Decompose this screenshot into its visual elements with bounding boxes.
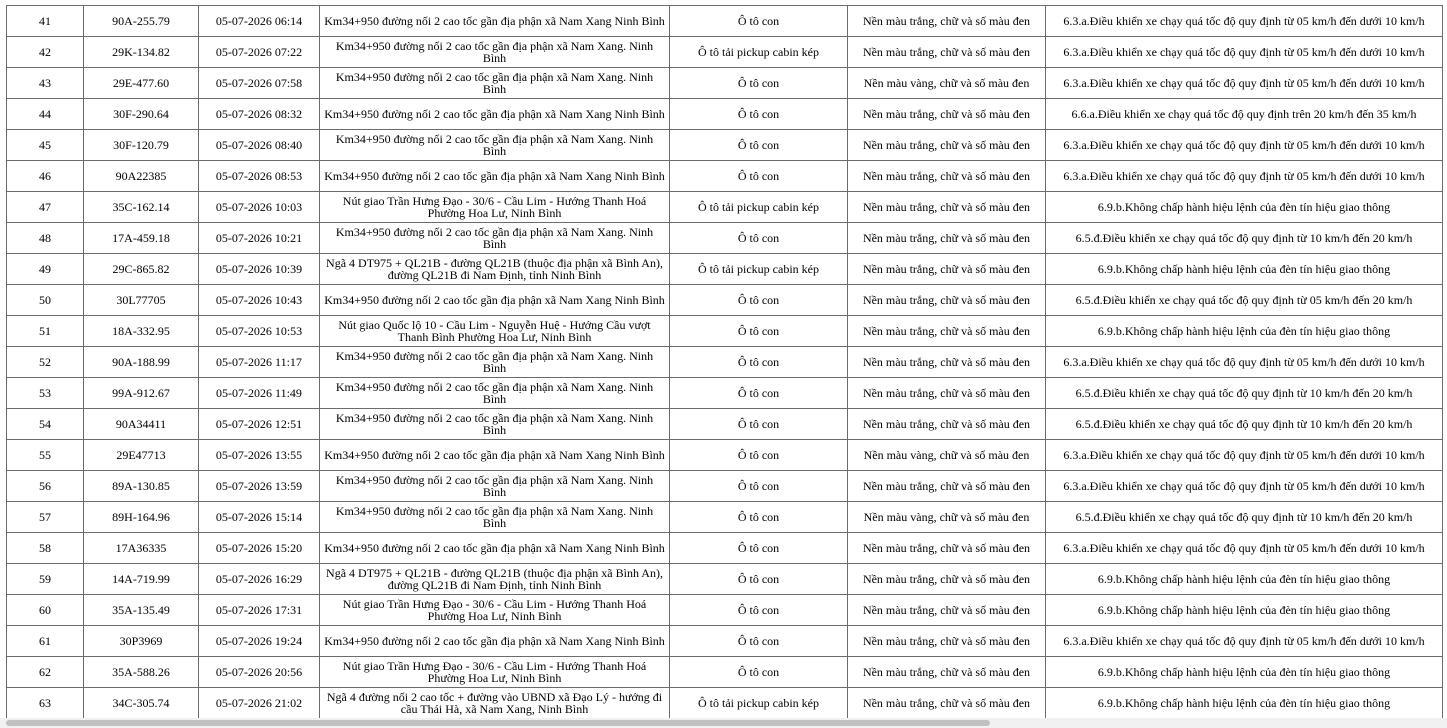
row-number-cell: 56	[7, 471, 84, 502]
violation-time-cell: 05-07-2026 11:17	[199, 347, 320, 378]
vehicle-type-cell: Ô tô con	[670, 378, 848, 409]
location-cell: Nút giao Trần Hưng Đạo - 30/6 - Cầu Lim - Hướng Thanh Hoá Phường Hoa Lư, Ninh Bình	[320, 657, 670, 688]
location-cell: Km34+950 đường nối 2 cao tốc gần địa phận xã Nam Xang. Ninh Bình	[320, 68, 670, 99]
row-number-cell: 54	[7, 409, 84, 440]
location-cell: Km34+950 đường nối 2 cao tốc gần địa phận xã Nam Xang. Ninh Bình	[320, 409, 670, 440]
violation-time-cell: 05-07-2026 15:20	[199, 533, 320, 564]
violation-time-cell: 05-07-2026 11:49	[199, 378, 320, 409]
location-cell: Nút giao Trần Hưng Đạo - 30/6 - Cầu Lim - Hướng Thanh Hoá Phường Hoa Lư, Ninh Bình	[320, 595, 670, 626]
violation-description-cell: 6.3.a.Điều khiển xe chạy quá tốc độ quy định từ 05 km/h đến dưới 10 km/h	[1046, 347, 1443, 378]
location-cell: Km34+950 đường nối 2 cao tốc gần địa phận xã Nam Xang Ninh Bình	[320, 285, 670, 316]
table-row	[7, 657, 1443, 688]
violation-description-cell: 6.9.b.Không chấp hành hiệu lệnh của đèn tín hiệu giao thông	[1046, 192, 1443, 223]
violations-table-body	[7, 6, 1443, 719]
horizontal-scrollbar[interactable]	[0, 718, 1447, 728]
location-cell: Km34+950 đường nối 2 cao tốc gần địa phận xã Nam Xang. Ninh Bình	[320, 130, 670, 161]
location-cell: Km34+950 đường nối 2 cao tốc gần địa phận xã Nam Xang Ninh Bình	[320, 533, 670, 564]
plate-color-cell: Nền màu trắng, chữ và số màu đen	[848, 688, 1046, 719]
location-cell: Km34+950 đường nối 2 cao tốc gần địa phận xã Nam Xang Ninh Bình	[320, 626, 670, 657]
license-plate-cell: 90A-188.99	[84, 347, 199, 378]
license-plate-cell: 29E47713	[84, 440, 199, 471]
violation-time-cell: 05-07-2026 20:56	[199, 657, 320, 688]
row-number-cell: 62	[7, 657, 84, 688]
license-plate-cell: 17A-459.18	[84, 223, 199, 254]
vehicle-type-cell: Ô tô con	[670, 564, 848, 595]
violation-time-cell: 05-07-2026 10:03	[199, 192, 320, 223]
location-cell: Ngã 4 đường nối 2 cao tốc + đường vào UBND xã Đạo Lý - hướng đi cầu Thái Hà, xã Nam Xang, Ninh Bình	[320, 688, 670, 719]
violation-time-cell: 05-07-2026 07:22	[199, 37, 320, 68]
violation-description-cell: 6.3.a.Điều khiển xe chạy quá tốc độ quy định từ 05 km/h đến dưới 10 km/h	[1046, 6, 1443, 37]
plate-color-cell: Nền màu trắng, chữ và số màu đen	[848, 378, 1046, 409]
table-row	[7, 192, 1443, 223]
license-plate-cell: 90A22385	[84, 161, 199, 192]
row-number-cell: 52	[7, 347, 84, 378]
row-number-cell: 47	[7, 192, 84, 223]
vehicle-type-cell: Ô tô con	[670, 99, 848, 130]
row-number-cell: 53	[7, 378, 84, 409]
license-plate-cell: 90A34411	[84, 409, 199, 440]
violation-description-cell: 6.5.đ.Điều khiển xe chạy quá tốc độ quy định từ 10 km/h đến 20 km/h	[1046, 502, 1443, 533]
plate-color-cell: Nền màu trắng, chữ và số màu đen	[848, 626, 1046, 657]
row-number-cell: 46	[7, 161, 84, 192]
violation-time-cell: 05-07-2026 10:39	[199, 254, 320, 285]
location-cell: Ngã 4 DT975 + QL21B - đường QL21B (thuộc địa phận xã Bình An), đường QL21B đi Nam Định, tỉnh Ninh Bình	[320, 254, 670, 285]
license-plate-cell: 99A-912.67	[84, 378, 199, 409]
vehicle-type-cell: Ô tô tải pickup cabin kép	[670, 192, 848, 223]
vehicle-type-cell: Ô tô con	[670, 533, 848, 564]
violation-time-cell: 05-07-2026 06:14	[199, 6, 320, 37]
plate-color-cell: Nền màu vàng, chữ và số màu đen	[848, 440, 1046, 471]
location-cell: Km34+950 đường nối 2 cao tốc gần địa phận xã Nam Xang. Ninh Bình	[320, 347, 670, 378]
license-plate-cell: 90A-255.79	[84, 6, 199, 37]
vehicle-type-cell: Ô tô con	[670, 223, 848, 254]
table-row	[7, 6, 1443, 37]
location-cell: Km34+950 đường nối 2 cao tốc gần địa phận xã Nam Xang Ninh Bình	[320, 99, 670, 130]
table-row	[7, 688, 1443, 719]
license-plate-cell: 30F-290.64	[84, 99, 199, 130]
table-row	[7, 378, 1443, 409]
horizontal-scrollbar-thumb[interactable]	[6, 720, 990, 726]
license-plate-cell: 35A-135.49	[84, 595, 199, 626]
row-number-cell: 57	[7, 502, 84, 533]
row-number-cell: 60	[7, 595, 84, 626]
plate-color-cell: Nền màu trắng, chữ và số màu đen	[848, 347, 1046, 378]
row-number-cell: 63	[7, 688, 84, 719]
plate-color-cell: Nền màu trắng, chữ và số màu đen	[848, 130, 1046, 161]
plate-color-cell: Nền màu trắng, chữ và số màu đen	[848, 192, 1046, 223]
row-number-cell: 58	[7, 533, 84, 564]
violation-time-cell: 05-07-2026 10:53	[199, 316, 320, 347]
license-plate-cell: 30P3969	[84, 626, 199, 657]
vehicle-type-cell: Ô tô con	[670, 347, 848, 378]
location-cell: Nút giao Trần Hưng Đạo - 30/6 - Cầu Lim - Hướng Thanh Hoá Phường Hoa Lư, Ninh Bình	[320, 192, 670, 223]
violation-description-cell: 6.9.b.Không chấp hành hiệu lệnh của đèn tín hiệu giao thông	[1046, 657, 1443, 688]
table-row	[7, 533, 1443, 564]
violation-description-cell: 6.5.đ.Điều khiển xe chạy quá tốc độ quy định từ 10 km/h đến 20 km/h	[1046, 409, 1443, 440]
row-number-cell: 42	[7, 37, 84, 68]
vehicle-type-cell: Ô tô tải pickup cabin kép	[670, 254, 848, 285]
row-number-cell: 49	[7, 254, 84, 285]
license-plate-cell: 89A-130.85	[84, 471, 199, 502]
table-row	[7, 223, 1443, 254]
table-row	[7, 37, 1443, 68]
license-plate-cell: 30F-120.79	[84, 130, 199, 161]
violation-time-cell: 05-07-2026 07:58	[199, 68, 320, 99]
table-row	[7, 347, 1443, 378]
plate-color-cell: Nền màu trắng, chữ và số màu đen	[848, 6, 1046, 37]
violation-time-cell: 05-07-2026 16:29	[199, 564, 320, 595]
table-row	[7, 130, 1443, 161]
table-row	[7, 316, 1443, 347]
location-cell: Ngã 4 DT975 + QL21B - đường QL21B (thuộc địa phận xã Bình An), đường QL21B đi Nam Định, tỉnh Ninh Bình	[320, 564, 670, 595]
table-row	[7, 68, 1443, 99]
row-number-cell: 41	[7, 6, 84, 37]
license-plate-cell: 14A-719.99	[84, 564, 199, 595]
violation-time-cell: 05-07-2026 17:31	[199, 595, 320, 626]
violation-description-cell: 6.3.a.Điều khiển xe chạy quá tốc độ quy định từ 05 km/h đến dưới 10 km/h	[1046, 626, 1443, 657]
location-cell: Km34+950 đường nối 2 cao tốc gần địa phận xã Nam Xang Ninh Bình	[320, 161, 670, 192]
plate-color-cell: Nền màu trắng, chữ và số màu đen	[848, 254, 1046, 285]
violation-description-cell: 6.3.a.Điều khiển xe chạy quá tốc độ quy định từ 05 km/h đến dưới 10 km/h	[1046, 471, 1443, 502]
table-row	[7, 595, 1443, 626]
row-number-cell: 44	[7, 99, 84, 130]
violation-description-cell: 6.9.b.Không chấp hành hiệu lệnh của đèn tín hiệu giao thông	[1046, 564, 1443, 595]
table-row	[7, 502, 1443, 533]
location-cell: Km34+950 đường nối 2 cao tốc gần địa phận xã Nam Xang Ninh Bình	[320, 6, 670, 37]
table-row	[7, 99, 1443, 130]
violation-description-cell: 6.3.a.Điều khiển xe chạy quá tốc độ quy định từ 05 km/h đến dưới 10 km/h	[1046, 161, 1443, 192]
plate-color-cell: Nền màu trắng, chữ và số màu đen	[848, 99, 1046, 130]
table-row	[7, 161, 1443, 192]
violation-time-cell: 05-07-2026 08:40	[199, 130, 320, 161]
vehicle-type-cell: Ô tô con	[670, 285, 848, 316]
license-plate-cell: 30L77705	[84, 285, 199, 316]
vehicle-type-cell: Ô tô con	[670, 6, 848, 37]
table-row	[7, 471, 1443, 502]
plate-color-cell: Nền màu trắng, chữ và số màu đen	[848, 564, 1046, 595]
plate-color-cell: Nền màu trắng, chữ và số màu đen	[848, 409, 1046, 440]
plate-color-cell: Nền màu vàng, chữ và số màu đen	[848, 68, 1046, 99]
violation-description-cell: 6.9.b.Không chấp hành hiệu lệnh của đèn tín hiệu giao thông	[1046, 595, 1443, 626]
table-row	[7, 440, 1443, 471]
plate-color-cell: Nền màu trắng, chữ và số màu đen	[848, 37, 1046, 68]
row-number-cell: 55	[7, 440, 84, 471]
violation-description-cell: 6.9.b.Không chấp hành hiệu lệnh của đèn tín hiệu giao thông	[1046, 688, 1443, 719]
violation-description-cell: 6.5.đ.Điều khiển xe chạy quá tốc độ quy định từ 10 km/h đến 20 km/h	[1046, 378, 1443, 409]
violation-description-cell: 6.3.a.Điều khiển xe chạy quá tốc độ quy định từ 05 km/h đến dưới 10 km/h	[1046, 533, 1443, 564]
license-plate-cell: 18A-332.95	[84, 316, 199, 347]
location-cell: Km34+950 đường nối 2 cao tốc gần địa phận xã Nam Xang. Ninh Bình	[320, 502, 670, 533]
license-plate-cell: 29E-477.60	[84, 68, 199, 99]
row-number-cell: 50	[7, 285, 84, 316]
plate-color-cell: Nền màu trắng, chữ và số màu đen	[848, 595, 1046, 626]
location-cell: Km34+950 đường nối 2 cao tốc gần địa phận xã Nam Xang Ninh Bình	[320, 440, 670, 471]
row-number-cell: 45	[7, 130, 84, 161]
violation-description-cell: 6.9.b.Không chấp hành hiệu lệnh của đèn tín hiệu giao thông	[1046, 316, 1443, 347]
vehicle-type-cell: Ô tô tải pickup cabin kép	[670, 37, 848, 68]
row-number-cell: 43	[7, 68, 84, 99]
location-cell: Km34+950 đường nối 2 cao tốc gần địa phận xã Nam Xang. Ninh Bình	[320, 37, 670, 68]
violation-description-cell: 6.3.a.Điều khiển xe chạy quá tốc độ quy định từ 05 km/h đến dưới 10 km/h	[1046, 68, 1443, 99]
plate-color-cell: Nền màu trắng, chữ và số màu đen	[848, 657, 1046, 688]
violation-time-cell: 05-07-2026 21:02	[199, 688, 320, 719]
vehicle-type-cell: Ô tô con	[670, 595, 848, 626]
row-number-cell: 51	[7, 316, 84, 347]
plate-color-cell: Nền màu trắng, chữ và số màu đen	[848, 471, 1046, 502]
vehicle-type-cell: Ô tô con	[670, 130, 848, 161]
location-cell: Km34+950 đường nối 2 cao tốc gần địa phận xã Nam Xang. Ninh Bình	[320, 223, 670, 254]
plate-color-cell: Nền màu vàng, chữ và số màu đen	[848, 502, 1046, 533]
vehicle-type-cell: Ô tô tải pickup cabin kép	[670, 688, 848, 719]
table-row	[7, 254, 1443, 285]
location-cell: Km34+950 đường nối 2 cao tốc gần địa phận xã Nam Xang. Ninh Bình	[320, 471, 670, 502]
vehicle-type-cell: Ô tô con	[670, 626, 848, 657]
vehicle-type-cell: Ô tô con	[670, 657, 848, 688]
violation-description-cell: 6.3.a.Điều khiển xe chạy quá tốc độ quy định từ 05 km/h đến dưới 10 km/h	[1046, 37, 1443, 68]
table-row	[7, 409, 1443, 440]
vehicle-type-cell: Ô tô con	[670, 409, 848, 440]
row-number-cell: 48	[7, 223, 84, 254]
violation-time-cell: 05-07-2026 15:14	[199, 502, 320, 533]
violation-time-cell: 05-07-2026 08:32	[199, 99, 320, 130]
plate-color-cell: Nền màu trắng, chữ và số màu đen	[848, 223, 1046, 254]
violation-description-cell: 6.3.a.Điều khiển xe chạy quá tốc độ quy định từ 05 km/h đến dưới 10 km/h	[1046, 440, 1443, 471]
violation-description-cell: 6.9.b.Không chấp hành hiệu lệnh của đèn tín hiệu giao thông	[1046, 254, 1443, 285]
plate-color-cell: Nền màu trắng, chữ và số màu đen	[848, 285, 1046, 316]
license-plate-cell: 34C-305.74	[84, 688, 199, 719]
violation-time-cell: 05-07-2026 10:21	[199, 223, 320, 254]
vehicle-type-cell: Ô tô con	[670, 502, 848, 533]
license-plate-cell: 29K-134.82	[84, 37, 199, 68]
violation-time-cell: 05-07-2026 19:24	[199, 626, 320, 657]
plate-color-cell: Nền màu trắng, chữ và số màu đen	[848, 316, 1046, 347]
plate-color-cell: Nền màu trắng, chữ và số màu đen	[848, 161, 1046, 192]
row-number-cell: 61	[7, 626, 84, 657]
license-plate-cell: 29C-865.82	[84, 254, 199, 285]
plate-color-cell: Nền màu trắng, chữ và số màu đen	[848, 533, 1046, 564]
vehicle-type-cell: Ô tô con	[670, 68, 848, 99]
row-number-cell: 59	[7, 564, 84, 595]
vehicle-type-cell: Ô tô con	[670, 440, 848, 471]
vehicle-type-cell: Ô tô con	[670, 316, 848, 347]
table-row	[7, 564, 1443, 595]
violation-description-cell: 6.5.đ.Điều khiển xe chạy quá tốc độ quy định từ 10 km/h đến 20 km/h	[1046, 223, 1443, 254]
vehicle-type-cell: Ô tô con	[670, 161, 848, 192]
license-plate-cell: 35A-588.26	[84, 657, 199, 688]
license-plate-cell: 89H-164.96	[84, 502, 199, 533]
license-plate-cell: 35C-162.14	[84, 192, 199, 223]
table-row	[7, 626, 1443, 657]
table-row	[7, 285, 1443, 316]
violation-description-cell: 6.6.a.Điều khiển xe chạy quá tốc độ quy định trên 20 km/h đến 35 km/h	[1046, 99, 1443, 130]
violation-time-cell: 05-07-2026 13:59	[199, 471, 320, 502]
violation-time-cell: 05-07-2026 13:55	[199, 440, 320, 471]
location-cell: Km34+950 đường nối 2 cao tốc gần địa phận xã Nam Xang. Ninh Bình	[320, 378, 670, 409]
license-plate-cell: 17A36335	[84, 533, 199, 564]
violation-description-cell: 6.3.a.Điều khiển xe chạy quá tốc độ quy định từ 05 km/h đến dưới 10 km/h	[1046, 130, 1443, 161]
violation-time-cell: 05-07-2026 08:53	[199, 161, 320, 192]
violation-time-cell: 05-07-2026 12:51	[199, 409, 320, 440]
violation-description-cell: 6.5.đ.Điều khiển xe chạy quá tốc độ quy định từ 05 km/h đến 20 km/h	[1046, 285, 1443, 316]
violation-time-cell: 05-07-2026 10:43	[199, 285, 320, 316]
location-cell: Nút giao Quốc lộ 10 - Cầu Lim - Nguyễn Huệ - Hướng Cầu vượt Thanh Bình Phường Hoa Lư, Ninh Bình	[320, 316, 670, 347]
vehicle-type-cell: Ô tô con	[670, 471, 848, 502]
violations-table	[6, 5, 1443, 719]
